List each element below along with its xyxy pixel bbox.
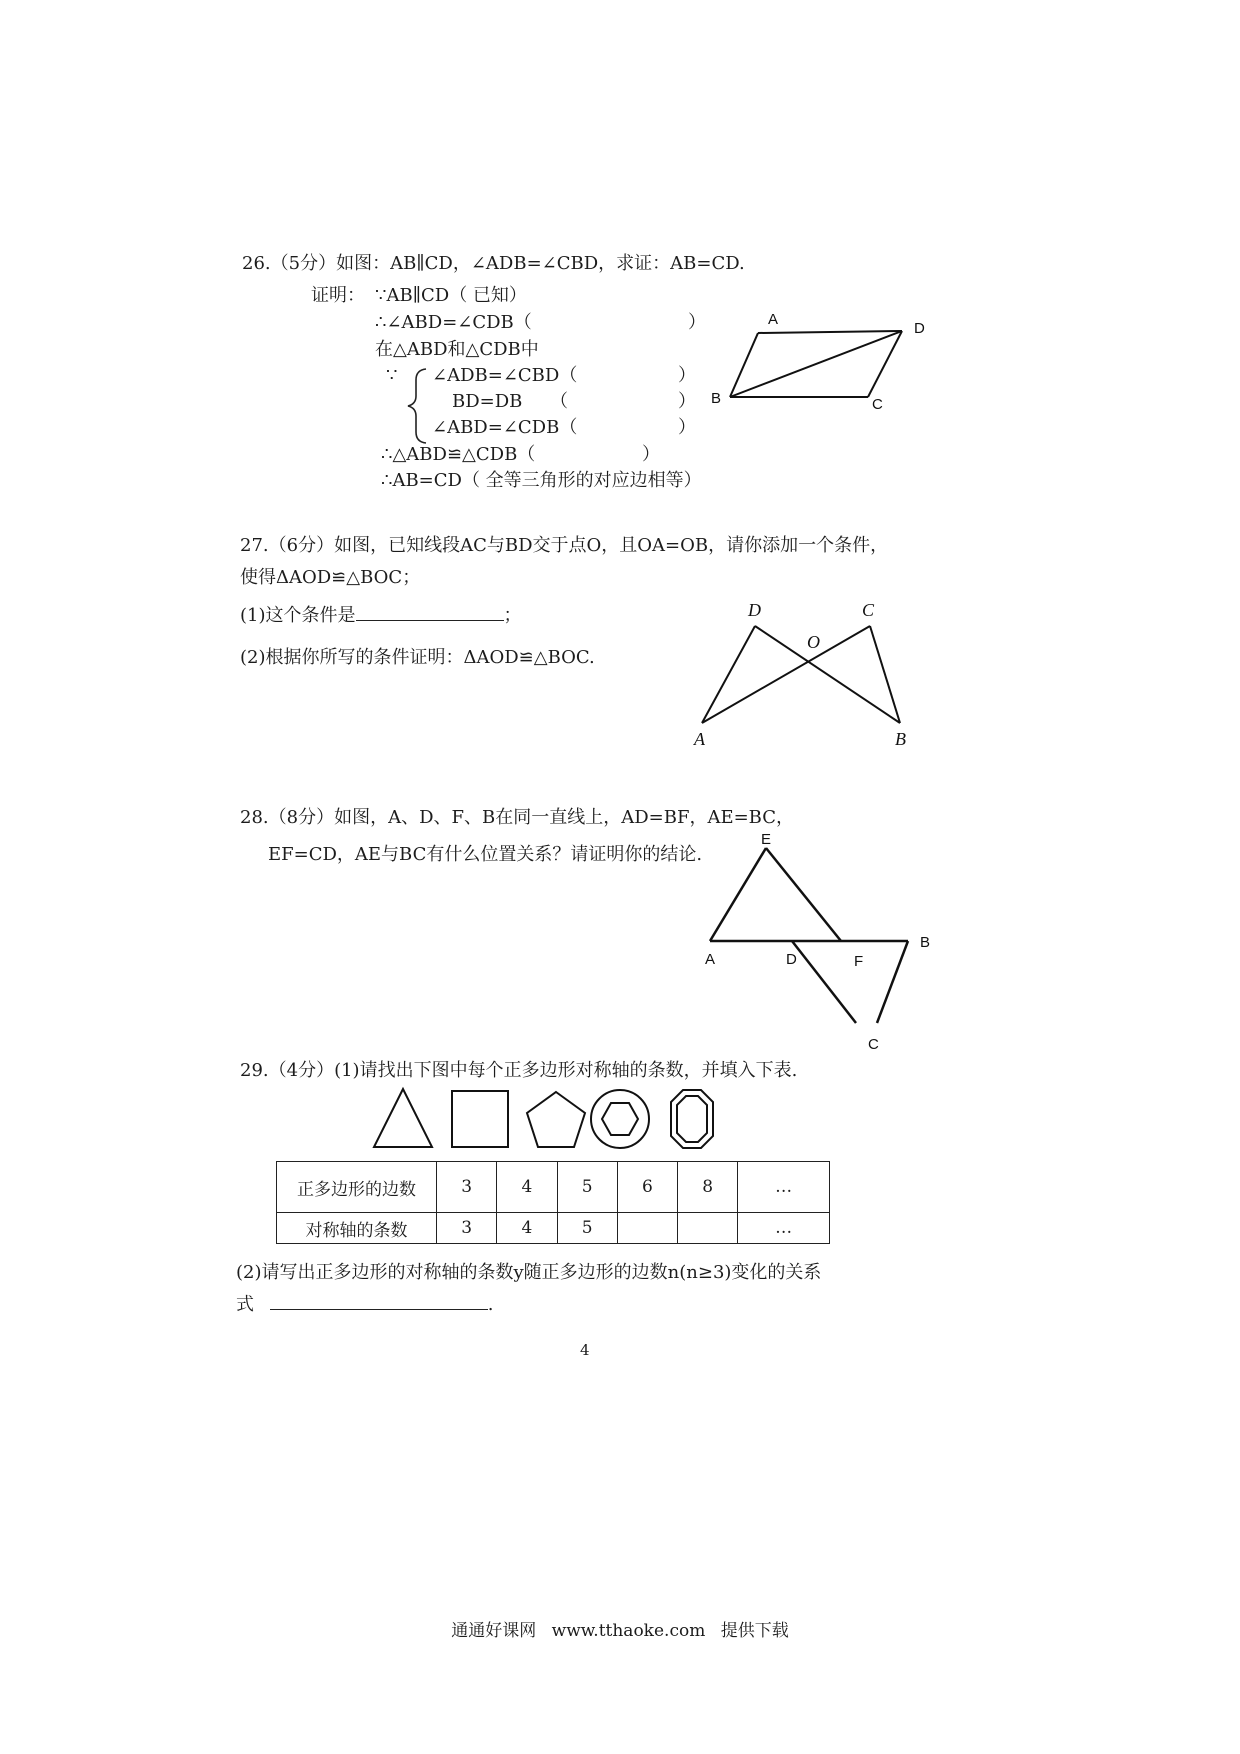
q26-line2-close: ） <box>688 312 706 333</box>
footer-site: 通通好课网 <box>451 1621 537 1641</box>
table-cell: 6 <box>617 1162 677 1213</box>
q28-stem: 28.（8分）如图，A、D、F、B在同一直线上，AD=BF，AE=BC， <box>240 807 795 828</box>
table-cell: 4 <box>497 1162 557 1213</box>
q29-part2-b: 式 <box>236 1294 254 1315</box>
table-cell: … <box>738 1213 830 1244</box>
q26-stem: 26.（5分）如图：AB∥CD，∠ADB=∠CBD，求证：AB=CD. <box>242 253 745 274</box>
footer-url[interactable]: www.tthaoke.com <box>551 1621 706 1641</box>
q28-label-f: F <box>854 953 864 970</box>
table-cell: 8 <box>678 1162 738 1213</box>
octagon-shape <box>677 1096 707 1142</box>
q26-because: ∵ <box>386 365 398 386</box>
q29-part2-line2 <box>236 1291 493 1317</box>
q29-polygons <box>370 1085 730 1159</box>
q26-line4: ∴△ABD≌△CDB（ <box>381 444 536 465</box>
q26-line5: ∴AB=CD（ 全等三角形的对应边相等） <box>381 470 702 491</box>
page-number: 4 <box>580 1341 590 1359</box>
table-cell: … <box>738 1162 830 1213</box>
q28-label-e: E <box>761 831 772 848</box>
table-cell: 3 <box>437 1162 497 1213</box>
q26-cond3-close: ） <box>678 417 696 438</box>
hexagon-outer-circle <box>591 1090 649 1148</box>
q26-label-b: B <box>711 390 722 407</box>
q26-line3: 在△ABD和△CDB中 <box>375 339 539 360</box>
table-row-sides <box>277 1162 830 1213</box>
q28-label-a: A <box>705 951 716 968</box>
q27-stem2: 使得ΔAOD≌△BOC； <box>240 567 421 588</box>
q26-cond1-close: ） <box>678 365 696 386</box>
q26-figure <box>710 305 950 425</box>
triangle-shape <box>374 1089 432 1147</box>
q26-cond2: BD=DB <box>452 391 523 412</box>
q26-brace <box>404 366 430 446</box>
q26-cond2-close: ） <box>678 391 696 412</box>
q26-label-c: C <box>872 396 883 413</box>
answer-cell-octagon[interactable] <box>678 1213 738 1244</box>
q29-stem: 29.（4分）(1)请找出下图中每个正多边形对称轴的条数，并填入下表. <box>240 1060 798 1081</box>
q26-cond2-open: （ <box>550 391 568 412</box>
q28-label-d: D <box>786 951 797 968</box>
table-cell: 3 <box>437 1213 497 1244</box>
q28-label-c: C <box>868 1036 879 1053</box>
table-cell: 5 <box>557 1162 617 1213</box>
q27-part1 <box>240 602 522 628</box>
q28-stem2: EF=CD，AE与BC有什么位置关系？请证明你的结论. <box>268 844 703 865</box>
q29-answer-blank[interactable] <box>270 1291 488 1310</box>
q26-line4-close: ） <box>642 444 660 465</box>
footer <box>0 1616 1240 1641</box>
q27-stem: 27.（6分）如图，已知线段AC与BD交于点O，且OA=OB，请你添加一个条件， <box>240 535 889 556</box>
footer-note: 提供下载 <box>720 1621 789 1641</box>
q26-label-d: D <box>914 320 925 337</box>
q26-cond1: ∠ADB=∠CBD（ <box>432 365 578 386</box>
q26-proof-label: 证明： <box>311 285 365 306</box>
q28-label-b: B <box>920 934 931 951</box>
q27-label-c: C <box>862 600 875 620</box>
row-header-axes: 对称轴的条数 <box>277 1213 437 1244</box>
q28-figure <box>700 815 940 1055</box>
q27-answer-blank[interactable] <box>356 602 504 621</box>
square-shape <box>452 1091 508 1147</box>
table-cell: 5 <box>557 1213 617 1244</box>
q27-figure <box>690 595 940 755</box>
answer-cell-hexagon[interactable] <box>617 1213 677 1244</box>
q26-line1: ∵AB∥CD（ 已知） <box>375 285 527 306</box>
q29-part2-end: . <box>487 1294 494 1315</box>
table-cell: 4 <box>497 1213 557 1244</box>
q27-part1-end: ； <box>503 605 522 626</box>
row-header-sides: 正多边形的边数 <box>277 1162 437 1213</box>
q27-part1-text: (1)这个条件是 <box>240 605 356 626</box>
symmetry-table <box>276 1161 830 1244</box>
q26-label-a: A <box>768 311 779 328</box>
q27-label-o: O <box>807 632 820 652</box>
hexagon-shape <box>602 1103 638 1135</box>
q27-label-b: B <box>895 729 906 749</box>
q27-label-d: D <box>748 600 761 620</box>
q26-cond3: ∠ABD=∠CDB（ <box>432 417 578 438</box>
table-row-axes <box>277 1213 830 1244</box>
pentagon-shape <box>527 1092 585 1147</box>
q27-label-a: A <box>694 729 705 749</box>
q29-part2: (2)请写出正多边形的对称轴的条数y随正多边形的边数n(n≥3)变化的关系 <box>236 1262 822 1283</box>
q26-line2: ∴∠ABD=∠CDB（ <box>375 312 532 333</box>
q27-part2: (2)根据你所写的条件证明：ΔAOD≌△BOC. <box>240 647 595 668</box>
